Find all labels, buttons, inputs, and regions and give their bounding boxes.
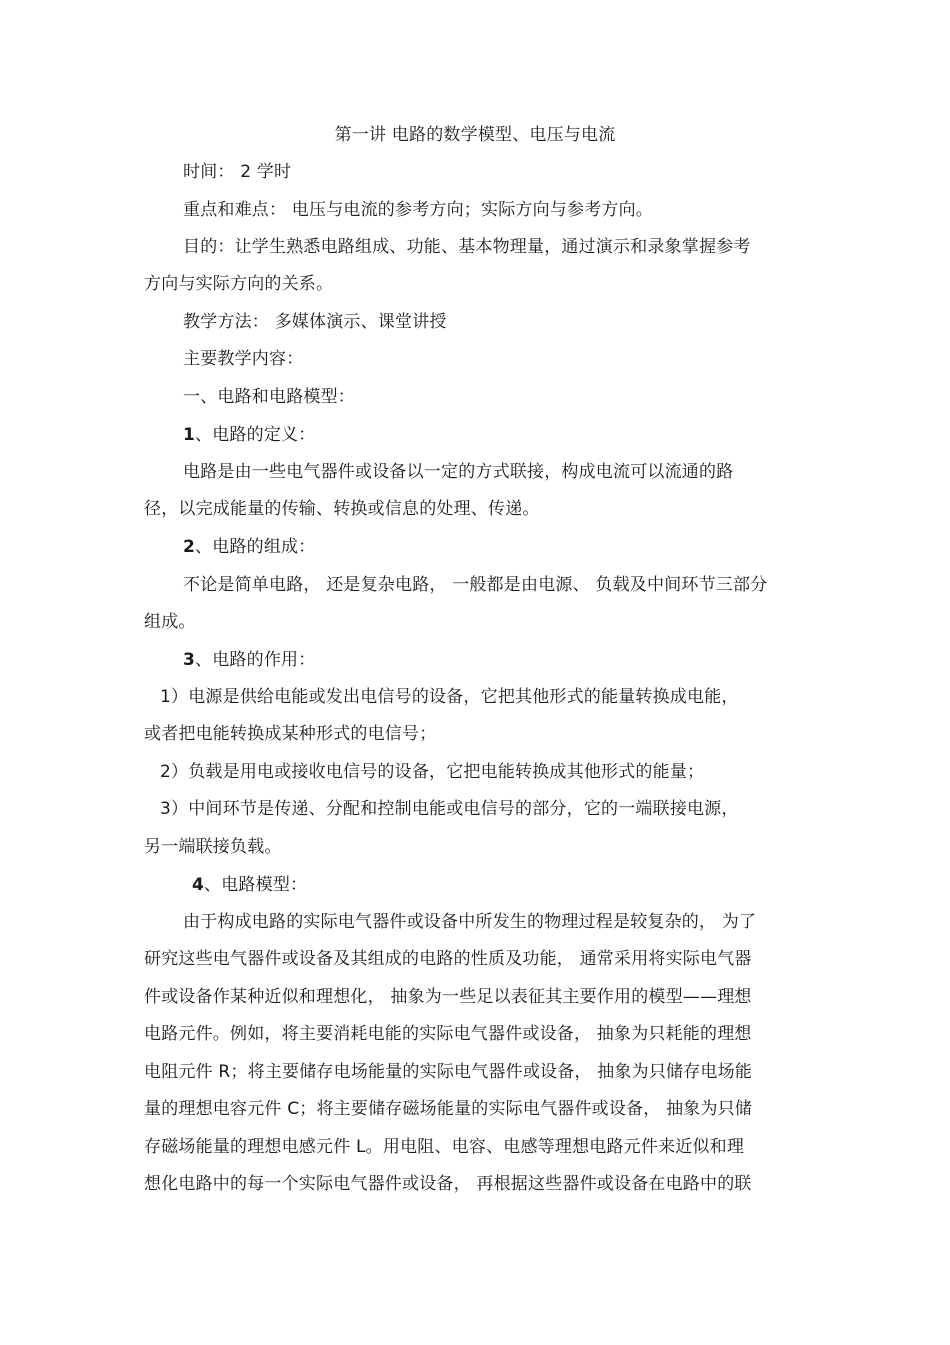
subsection-4-heading: [192, 874, 307, 896]
subsection-4-title: 、电路模型：: [204, 875, 308, 895]
function-item-1-line-1: 1）电源是供给电能或发出电信号的设备，它把其他形式的能量转换成电能，: [160, 687, 739, 707]
definition-line-2: 径，以完成能量的传输、转换或信息的处理、传递。: [144, 499, 540, 519]
subsection-2-title: 、电路的组成：: [195, 537, 316, 557]
subsection-4-number: 4: [192, 875, 205, 895]
composition-line-1: 不论是简单电路， 还是复杂电路， 一般都是由电源、 负载及中间环节三部分: [183, 575, 768, 595]
objective-line-2: 方向与实际方向的关系。: [144, 274, 334, 294]
model-paragraph-line-6: 量的理想电容元件 C；将主要储存磁场能量的实际电气器件或设备， 抽象为只储: [144, 1099, 753, 1119]
page-title: 第一讲 电路的数学模型、电压与电流: [334, 125, 616, 145]
composition-line-2: 组成。: [144, 612, 196, 632]
function-item-2: 2）负载是用电或接收电信号的设备，它把电能转换成其他形式的能量；: [160, 762, 705, 782]
subsection-3-title: 、电路的作用：: [195, 650, 316, 670]
model-paragraph-line-4: 电路元件。例如，将主要消耗电能的实际电气器件或设备， 抽象为只耗能的理想: [144, 1024, 752, 1044]
time-line: 时间： 2 学时: [183, 162, 292, 182]
subsection-2-number: 2: [183, 537, 196, 557]
subsection-2-heading: [183, 536, 315, 558]
definition-line-1: 电路是由一些电气器件或设备以一定的方式联接，构成电流可以流通的路: [183, 462, 734, 482]
function-item-3-line-1: 3）中间环节是传递、分配和控制电能或电信号的部分，它的一端联接电源，: [160, 799, 739, 819]
model-paragraph-line-2: 研究这些电气器件或设备及其组成的电路的性质及功能， 通常采用将实际电气器: [144, 949, 752, 969]
key-points-line: 重点和难点： 电压与电流的参考方向；实际方向与参考方向。: [183, 200, 654, 220]
method-line: 教学方法： 多媒体演示、课堂讲授: [183, 312, 447, 332]
model-paragraph-line-3: 件或设备作某种近似和理想化， 抽象为一些足以表征其主要作用的模型——理想: [144, 987, 752, 1007]
function-item-3-line-2: 另一端联接负载。: [144, 837, 282, 857]
subsection-3-heading: [183, 649, 315, 671]
model-paragraph-line-8: 想化电路中的每一个实际电气器件或设备， 再根据这些器件或设备在电路中的联: [144, 1174, 752, 1194]
subsection-1-number: 1: [183, 425, 196, 445]
section-1-heading: 一、电路和电路模型：: [183, 387, 355, 407]
model-paragraph-line-1: 由于构成电路的实际电气器件或设备中所发生的物理过程是较复杂的， 为了: [183, 912, 757, 932]
model-paragraph-line-5: 电阻元件 R；将主要储存电场能量的实际电气器件或设备， 抽象为只储存电场能: [144, 1062, 753, 1082]
subsection-3-number: 3: [183, 650, 196, 670]
model-paragraph-line-7: 存磁场能量的理想电感元件 L。用电阻、电容、电感等理想电路元件来近似和理: [144, 1137, 745, 1157]
subsection-1-title: 、电路的定义：: [195, 425, 316, 445]
objective-line-1: 目的：让学生熟悉电路组成、功能、基本物理量，通过演示和录象掌握参考: [183, 237, 751, 257]
main-content-heading: 主要教学内容：: [183, 349, 304, 369]
function-item-1-line-2: 或者把电能转换成某种形式的电信号；: [144, 724, 437, 744]
subsection-1-heading: [183, 424, 315, 446]
